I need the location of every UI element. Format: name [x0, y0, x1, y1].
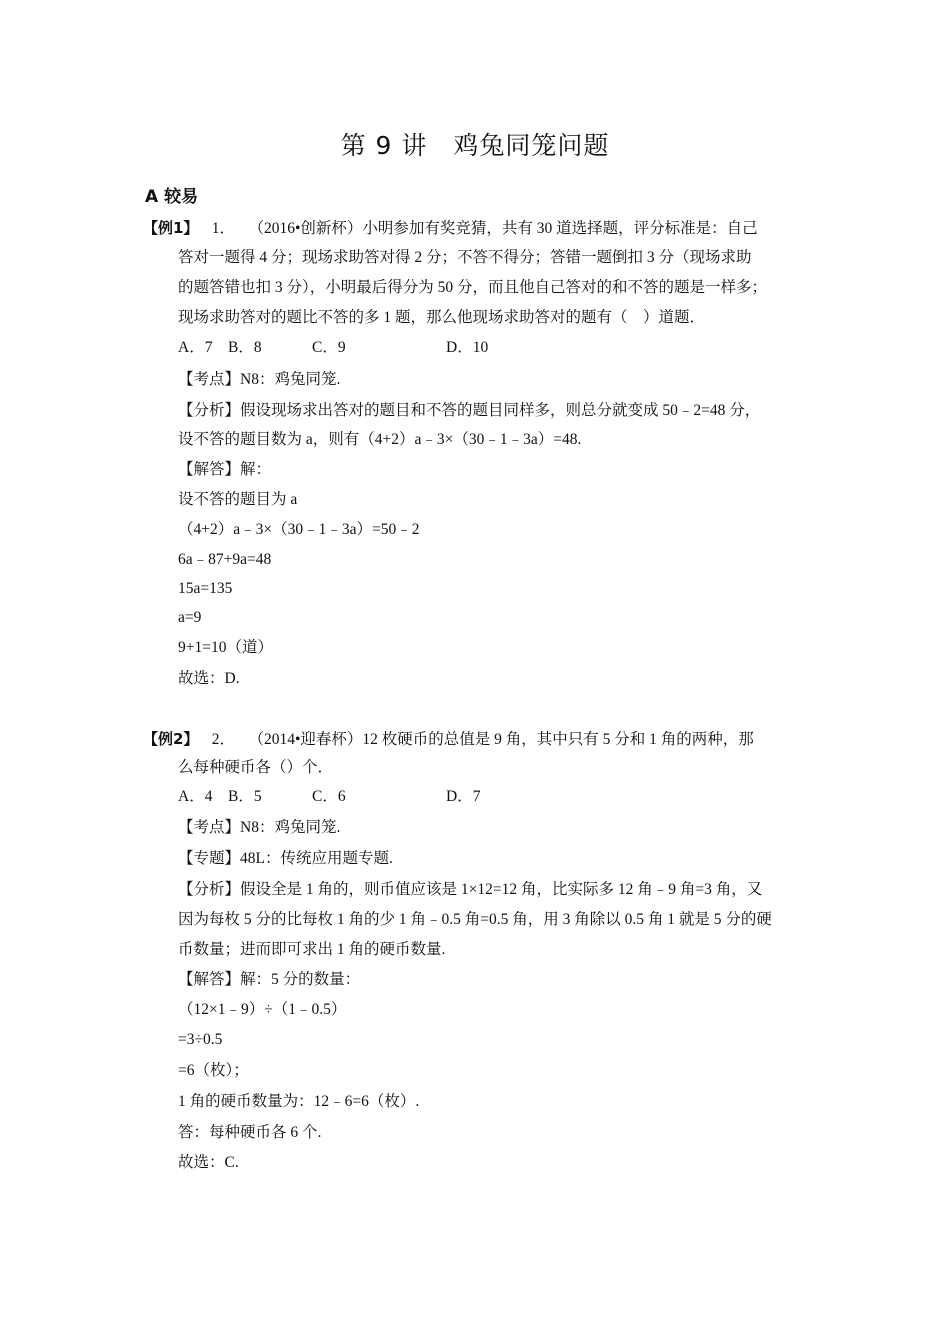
- option-b: B．5: [228, 788, 262, 805]
- example-2-options: [178, 787, 480, 807]
- example-1-answer: 故选：D.: [178, 670, 240, 687]
- example-1-number: 1．: [211, 220, 236, 237]
- example-1-first-line: [143, 218, 758, 239]
- example-1-step: 15a=135: [178, 580, 233, 597]
- example-2-analysis-line: 币数量；进而即可求出 1 角的硬币数量.: [178, 941, 446, 958]
- example-1-step: 6a﹣87+9a=48: [178, 551, 272, 568]
- example-1-question-line: （2016•创新杯）小明参加有奖竞猜，共有 30 道选择题，评分标准是：自己: [248, 220, 758, 237]
- example-1-question-line: 答对一题得 4 分；现场求助答对得 2 分；不答不得分；答错一题倒扣 3 分（现场求助: [178, 249, 752, 266]
- option-c: C．9: [312, 339, 346, 356]
- example-1-kaodian: 【考点】N8：鸡兔同笼.: [178, 371, 341, 388]
- example-1-step: a=9: [178, 609, 202, 626]
- option-a: A．7: [178, 339, 213, 356]
- option-c: C．6: [312, 788, 346, 805]
- example-2-step: 1 角的硬币数量为：12﹣6=6（枚）.: [178, 1093, 420, 1110]
- example-1-analysis-line: 【分析】假设现场求出答对的题目和不答的题目同样多，则总分就变成 50﹣2=48 分，: [178, 402, 761, 419]
- example-2-topic: 【专题】48L：传统应用题专题.: [178, 850, 393, 867]
- option-b: B．8: [228, 339, 262, 356]
- example-2-step: =6（枚）；: [178, 1062, 249, 1079]
- example-2-tag: 【例2】: [143, 730, 199, 748]
- example-2-answer: 故选：C.: [178, 1154, 239, 1171]
- example-1-tag: 【例1】: [143, 219, 199, 237]
- example-2-solution-label: 【解答】解：5 分的数量：: [178, 971, 361, 988]
- example-2-question-line: 么每种硬币各（）个．: [178, 759, 334, 776]
- example-2-analysis-line: 因为每枚 5 分的比每枚 1 角的少 1 角﹣0.5 角=0.5 角，用 3 角除以 0.5 角 1 就是 5 分的硬: [178, 911, 772, 928]
- example-1-solution-label: 【解答】解：: [178, 461, 272, 478]
- example-1-options: [178, 338, 488, 358]
- page-title: 第 9 讲 鸡兔同笼问题: [340, 131, 610, 160]
- example-2-first-line: [143, 729, 754, 750]
- example-2-number: 2．: [211, 731, 236, 748]
- option-d: D．7: [446, 788, 481, 805]
- example-1-analysis-line: 设不答的题目数为 a，则有（4+2）a﹣3×（30﹣1﹣3a）=48.: [178, 431, 582, 448]
- example-2-question-line: （2014•迎春杯）12 枚硬币的总值是 9 角，其中只有 5 分和 1 角的两种，那: [248, 731, 754, 748]
- option-d: D．10: [446, 339, 489, 356]
- option-a: A．4: [178, 788, 213, 805]
- example-1-step: 9+1=10（道）: [178, 639, 273, 656]
- example-2-step: 答：每种硬币各 6 个.: [178, 1124, 322, 1141]
- example-2-analysis-line: 【分析】假设全是 1 角的，则币值应该是 1×12=12 角，比实际多 12 角﹣9 角=3 角，又: [178, 881, 763, 898]
- example-2-kaodian: 【考点】N8：鸡兔同笼.: [178, 819, 341, 836]
- example-1-step: （4+2）a﹣3×（30﹣1﹣3a）=50﹣2: [178, 521, 420, 538]
- section-heading: A 较易: [145, 187, 199, 207]
- example-1-question-line: 的题答错也扣 3 分），小明最后得分为 50 分，而且他自己答对的和不答的题是一样多；: [178, 279, 768, 296]
- example-1-step: 设不答的题目为 a: [178, 491, 298, 508]
- example-1-question-line: 现场求助答对的题比不答的多 1 题，那么他现场求助答对的题有（ ）道题．: [178, 309, 706, 326]
- example-2-step: （12×1﹣9）÷（1﹣0.5）: [178, 1001, 347, 1018]
- example-2-step: =3÷0.5: [178, 1031, 223, 1048]
